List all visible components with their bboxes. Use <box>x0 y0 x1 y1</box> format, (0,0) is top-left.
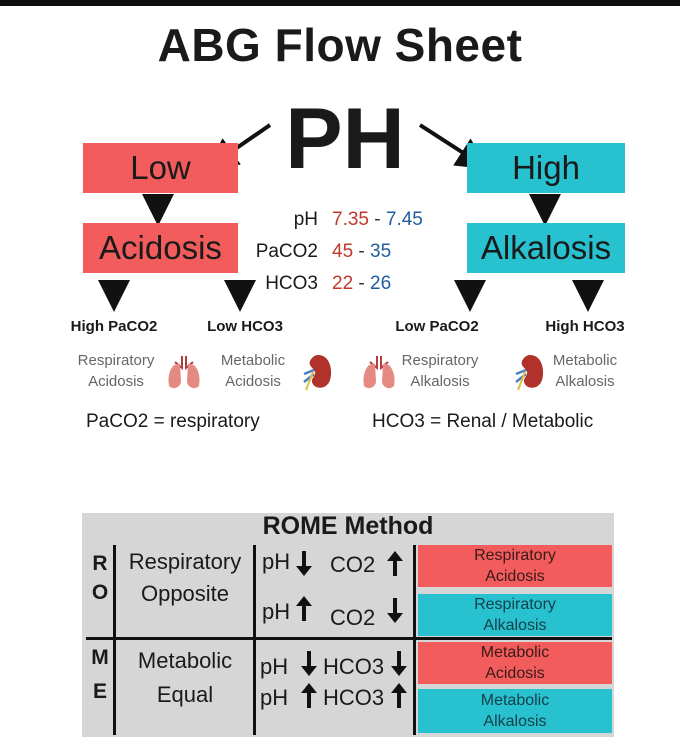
normal-row-hco3 <box>228 268 458 300</box>
sub-line1: Respiratory <box>77 352 155 369</box>
rome-letter-r: R <box>92 552 108 575</box>
alkalosis-box <box>467 223 625 273</box>
sub-line2: Acidosis <box>225 373 281 390</box>
arrow-up-icon <box>300 683 318 709</box>
high-label: High <box>512 149 580 186</box>
result-respiratory-alkalosis <box>418 594 612 636</box>
arrow-down-icon <box>390 651 408 677</box>
rome-metabolic-equal <box>119 644 251 712</box>
arrow-up-icon <box>390 683 408 709</box>
sub-respiratory-alkalosis <box>390 350 490 392</box>
result-line1: Respiratory <box>474 547 556 564</box>
rome-letter-o: O <box>91 581 109 604</box>
arrow-down-icon <box>300 651 318 677</box>
result-line1: Respiratory <box>474 596 556 613</box>
ph-label: pH <box>260 654 289 679</box>
lungs-icon <box>165 352 203 392</box>
result-line2: Alkalosis <box>483 713 547 730</box>
divider-letters <box>113 545 116 735</box>
normal-low: 45 <box>332 241 354 262</box>
legend-renal-metabolic: HCO3 = Renal / Metabolic <box>372 411 594 432</box>
arrow-down-icon <box>295 551 313 577</box>
arrow-up-icon <box>386 551 404 577</box>
hco3-label: HCO3 <box>323 654 385 679</box>
page-title: ABG Flow Sheet <box>157 19 523 71</box>
normal-sep: - <box>374 209 381 230</box>
rome-equal: Equal <box>156 682 214 707</box>
sub-line1: Respiratory <box>401 352 479 369</box>
rome-title: ROME Method <box>262 512 434 540</box>
acidosis-box <box>83 223 238 273</box>
alkalosis-label: Alkalosis <box>480 229 612 266</box>
ph-label: pH <box>260 685 289 710</box>
cause-high-paco2: High PaCO2 <box>70 318 158 335</box>
acidosis-label: Acidosis <box>99 229 222 266</box>
result-line2: Alkalosis <box>483 617 547 634</box>
normal-high: 35 <box>370 241 392 262</box>
normal-row-ph <box>228 204 458 236</box>
rome-letter-m: M <box>91 646 109 669</box>
rome-metabolic: Metabolic <box>137 648 233 673</box>
sub-metabolic-acidosis <box>208 350 298 392</box>
normal-low: 22 <box>332 273 354 294</box>
sub-line2: Alkalosis <box>410 373 470 390</box>
arrow-down-icon <box>386 598 404 624</box>
sub-line2: Acidosis <box>88 373 144 390</box>
rome-respiratory: Respiratory <box>128 549 242 574</box>
normal-label: pH <box>293 209 318 230</box>
ph-heading: PH <box>285 91 405 187</box>
hco3-label: HCO3 <box>323 685 385 710</box>
legend-respiratory: PaCO2 = respiratory <box>86 411 260 432</box>
cause-high-hco3: High HCO3 <box>545 318 625 335</box>
normal-high: 26 <box>370 273 392 294</box>
ph-label: pH <box>262 549 291 574</box>
sub-metabolic-alkalosis <box>540 350 630 392</box>
high-box <box>467 143 625 193</box>
lungs-icon <box>360 352 398 392</box>
normal-low: 7.35 <box>332 209 369 230</box>
normal-label: HCO3 <box>265 273 318 294</box>
normal-sep: - <box>358 241 365 262</box>
result-line2: Acidosis <box>485 665 545 682</box>
rome-opposite: Opposite <box>140 581 230 606</box>
rome-letter-e: E <box>92 680 107 703</box>
result-line1: Metabolic <box>480 692 550 709</box>
sub-line1: Metabolic <box>220 352 286 369</box>
result-line2: Acidosis <box>485 568 545 585</box>
cause-low-hco3: Low HCO3 <box>207 318 283 335</box>
result-metabolic-alkalosis <box>418 689 612 733</box>
result-line1: Metabolic <box>480 644 550 661</box>
normal-sep: - <box>358 273 365 294</box>
normal-values <box>228 204 458 300</box>
co2-label: CO2 <box>330 552 376 577</box>
cause-low-paco2: Low PaCO2 <box>395 318 479 335</box>
normal-row-paco2 <box>228 236 458 268</box>
rome-respiratory-opposite <box>119 546 251 610</box>
sub-line1: Metabolic <box>552 352 618 369</box>
co2-label: CO2 <box>330 605 376 630</box>
result-respiratory-acidosis <box>418 545 612 587</box>
sub-respiratory-acidosis <box>66 350 166 392</box>
low-label: Low <box>130 149 191 186</box>
low-box <box>83 143 238 193</box>
normal-label: PaCO2 <box>255 241 318 262</box>
sub-line2: Alkalosis <box>555 373 615 390</box>
arrow-up-icon <box>295 596 313 622</box>
divider-rows <box>86 637 612 640</box>
normal-high: 7.45 <box>385 209 423 230</box>
divider-results <box>413 545 416 735</box>
ph-label: pH <box>262 599 291 624</box>
kidney-icon <box>512 352 546 392</box>
kidney-icon <box>300 352 334 392</box>
result-metabolic-acidosis <box>418 642 612 684</box>
divider-description <box>253 545 256 735</box>
